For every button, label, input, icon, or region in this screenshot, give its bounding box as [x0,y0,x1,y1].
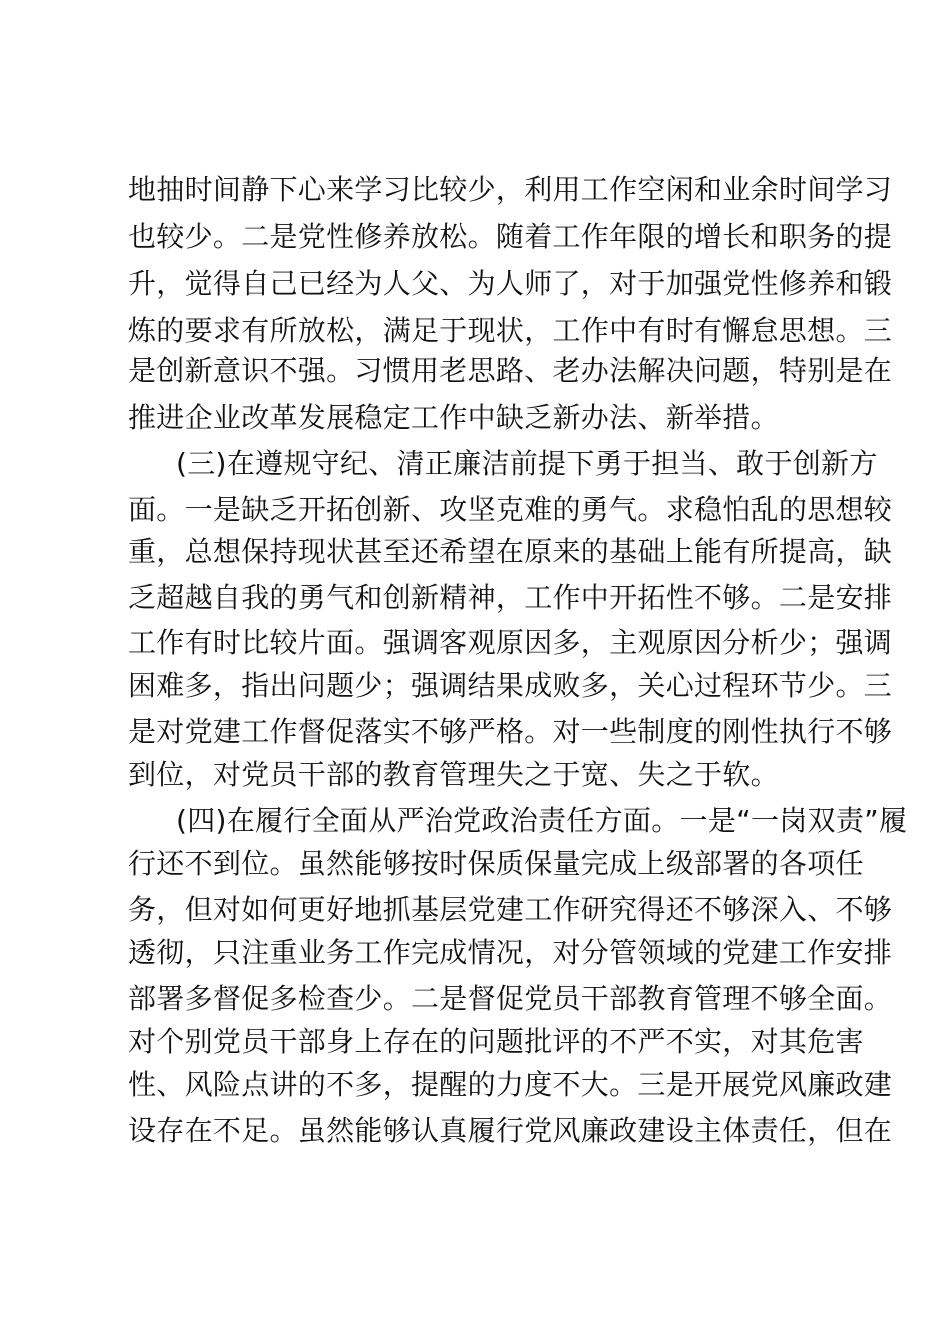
text-line: 重，总想保持现状甚至还希望在原来的基础上能有所提高，缺 [128,535,893,568]
text-line: 到位，对党员干部的教育管理失之于宽、失之于软。 [128,758,779,791]
text-line: 务，但对如何更好地抓基层党建工作研究得还不够深入、不够 [128,893,893,926]
paragraph-heading-line: (三)在遵规守纪、清正廉洁前提下勇于担当、敢于创新方 [176,447,878,480]
text-line: 地抽时间静下心来学习比较少，利用工作空闲和业余时间学习 [128,173,893,206]
text-line: 面。一是缺乏开拓创新、攻坚克难的勇气。求稳怕乱的思想较 [128,493,893,526]
text-line: 是对党建工作督促落实不够严格。对一些制度的刚性执行不够 [128,715,893,748]
text-line: 对个别党员干部身上存在的问题批评的不严不实，对其危害 [128,1025,864,1058]
paragraph-heading-line: (四)在履行全面从严治党政治责任方面。一是“一岗双责”履 [176,804,908,837]
text-line: 部署多督促多检查少。二是督促党员干部教育管理不够全面。 [128,982,893,1015]
text-line: 透彻，只注重业务工作完成情况，对分管领域的党建工作安排 [128,936,893,969]
text-line: 困难多，指出问题少；强调结果成败多，关心过程环节少。三 [128,669,893,702]
text-line: 是创新意识不强。习惯用老思路、老办法解决问题，特别是在 [128,354,893,387]
text-line: 工作有时比较片面。强调客观原因多，主观原因分析少；强调 [128,626,893,659]
text-line: 升，觉得自己已经为人父、为人师了，对于加强党性修养和锻 [128,267,893,300]
text-line: 推进企业改革发展稳定工作中缺乏新办法、新举措。 [128,401,779,434]
text-line: 炼的要求有所放松，满足于现状，工作中有时有懈怠思想。三 [128,314,893,347]
text-line: 性、风险点讲的不多，提醒的力度不大。三是开展党风廉政建 [128,1068,893,1101]
text-line: 乏超越自我的勇气和创新精神，工作中开拓性不够。二是安排 [128,581,893,614]
text-line: 也较少。二是党性修养放松。随着工作年限的增长和职务的提 [128,220,893,253]
text-line: 行还不到位。虽然能够按时保质保量完成上级部署的各项任 [128,847,864,880]
text-line: 设存在不足。虽然能够认真履行党风廉政建设主体责任，但在 [128,1114,893,1147]
